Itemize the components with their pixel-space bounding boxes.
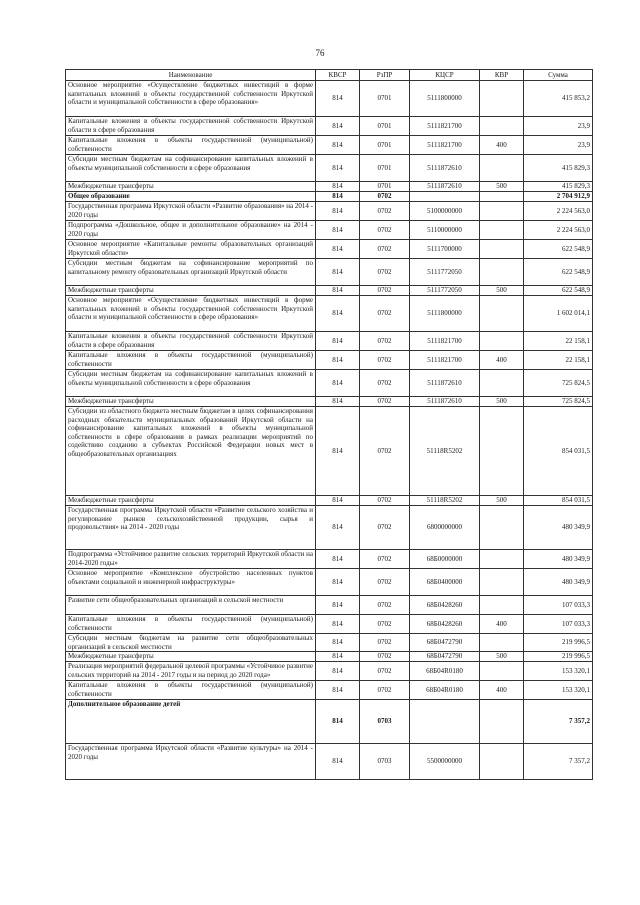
cell-name: Основное мероприятие «Капитальные ремонты образовательных организаций Иркутской области» [66,240,316,259]
cell-kvr [480,81,524,117]
cell-rzpr: 0701 [360,117,410,136]
cell-kcsr: 68Б0428260 [410,615,480,634]
cell-kvr: 500 [480,496,524,506]
cell-kcsr: 68Б0472790 [410,652,480,662]
cell-sum: 22 158,1 [524,332,593,351]
table-row [66,370,593,397]
table-row [66,615,593,634]
cell-rzpr: 0702 [360,407,410,496]
cell-kvsr: 814 [316,296,360,332]
cell-sum: 480 349,9 [524,506,593,550]
cell-kcsr [410,700,480,744]
cell-rzpr: 0703 [360,744,410,780]
cell-sum: 725 824,5 [524,370,593,397]
cell-rzpr: 0702 [360,259,410,286]
cell-kvsr: 814 [316,700,360,744]
table-row [66,202,593,221]
cell-kvr [480,202,524,221]
cell-sum: 854 031,5 [524,407,593,496]
cell-kvr: 500 [480,182,524,192]
table-row [66,744,593,780]
cell-rzpr: 0703 [360,700,410,744]
cell-kcsr: 5111800000 [410,296,480,332]
cell-sum: 2 224 563,0 [524,202,593,221]
cell-rzpr: 0701 [360,81,410,117]
cell-rzpr: 0702 [360,296,410,332]
cell-kvr [480,117,524,136]
table-row [66,136,593,155]
cell-name: Межбюджетные трансферты [66,652,316,662]
table-row [66,332,593,351]
cell-sum: 107 033,3 [524,615,593,634]
cell-name: Субсидии местным бюджетам на развитие сети общеобразовательных организаций в сельской местности [66,634,316,652]
cell-rzpr: 0702 [360,681,410,700]
cell-sum: 153 320,1 [524,662,593,681]
cell-kvr [480,155,524,182]
cell-kvr [480,550,524,569]
table-row [66,681,593,700]
header-kcsr: КЦСР [410,70,480,81]
header-kvsr: КВСР [316,70,360,81]
cell-rzpr: 0702 [360,202,410,221]
cell-kvsr: 814 [316,117,360,136]
cell-kvr: 400 [480,351,524,370]
cell-name: Общее образование [66,192,316,202]
cell-kcsr: 5111800000 [410,81,480,117]
cell-kcsr: 5110000000 [410,221,480,240]
cell-kvsr: 814 [316,652,360,662]
table-row [66,496,593,506]
cell-name: Развитие сети общеобразовательных организаций в сельской местности [66,596,316,615]
page-number: 76 [315,48,325,58]
cell-kvsr: 814 [316,259,360,286]
header-sum: Сумма [524,70,593,81]
cell-kcsr: 5111772050 [410,259,480,286]
cell-kvr [480,662,524,681]
cell-sum: 7 357,2 [524,700,593,744]
cell-rzpr: 0702 [360,286,410,296]
cell-kvsr: 814 [316,202,360,221]
cell-kvr [480,744,524,780]
table-row [66,286,593,296]
cell-kvsr: 814 [316,397,360,407]
cell-kcsr: 5111821700 [410,351,480,370]
cell-sum: 415 853,2 [524,81,593,117]
cell-name: Основное мероприятие «Осуществление бюджетных инвестиций в форме капитальных вложений в объекты государственной собственности Иркутской области и муниципальной собственности в сфере образования» [66,81,316,117]
cell-name: Дополнительное образование детей [66,700,316,744]
cell-name: Субсидии местным бюджетам на софинансирование капитальных вложений в объекты муниципальной собственности в сфере образования [66,155,316,182]
table-row [66,662,593,681]
table-row [66,259,593,286]
table-row [66,569,593,596]
cell-kvsr: 814 [316,662,360,681]
cell-name: Межбюджетные трансферты [66,182,316,192]
cell-kcsr: 68Б04R0180 [410,681,480,700]
cell-kvsr: 814 [316,681,360,700]
cell-sum: 1 602 014,1 [524,296,593,332]
cell-kvr: 400 [480,136,524,155]
cell-name: Основное мероприятие «Осуществление бюджетных инвестиций в форме капитальных вложений в объекты государственной собственности Иркутской области и муниципальной собственности в сфере образования» [66,296,316,332]
cell-kvr: 500 [480,286,524,296]
cell-rzpr: 0702 [360,351,410,370]
table-row [66,296,593,332]
table-row [66,397,593,407]
cell-sum: 2 704 912,9 [524,192,593,202]
cell-kcsr: 68Б0400000 [410,569,480,596]
cell-sum: 219 996,5 [524,634,593,652]
cell-kvr: 500 [480,652,524,662]
cell-kcsr: 5111821700 [410,136,480,155]
cell-kcsr: 5111700000 [410,240,480,259]
cell-kcsr: 68Б04R0180 [410,662,480,681]
cell-sum: 622 548,9 [524,259,593,286]
table-row [66,182,593,192]
cell-kvsr: 814 [316,596,360,615]
cell-name: Капитальные вложения в объекты государственной собственности Иркутской области в сфере образования [66,332,316,351]
table-row [66,240,593,259]
cell-kvr [480,221,524,240]
cell-sum: 854 031,5 [524,496,593,506]
cell-sum: 219 996,5 [524,652,593,662]
cell-kvsr: 814 [316,136,360,155]
cell-name: Межбюджетные трансферты [66,286,316,296]
cell-kvsr: 814 [316,155,360,182]
table-row [66,634,593,652]
table-row [66,700,593,744]
cell-rzpr: 0701 [360,136,410,155]
table-body [66,81,593,780]
cell-sum: 415 829,3 [524,182,593,192]
cell-kvsr: 814 [316,744,360,780]
cell-kcsr: 68Б0428260 [410,596,480,615]
cell-rzpr: 0702 [360,596,410,615]
cell-kvsr: 814 [316,615,360,634]
budget-table [65,69,593,780]
cell-rzpr: 0702 [360,506,410,550]
cell-rzpr: 0702 [360,615,410,634]
cell-kcsr: 5111872610 [410,397,480,407]
table-row [66,117,593,136]
cell-rzpr: 0702 [360,240,410,259]
cell-kvsr: 814 [316,370,360,397]
header-name: Наименование [66,70,316,81]
cell-kvr [480,296,524,332]
table-row [66,155,593,182]
cell-name: Реализация мероприятий федеральной целевой программы «Устойчивое развитие сельских территорий на 2014 - 2017 годы и на период до 2020 года» [66,662,316,681]
cell-name: Основное мероприятие «Комплексное обустройство населенных пунктов объектами социальной и инженерной инфраструктуры» [66,569,316,596]
cell-name: Капитальные вложения в объекты государственной собственности Иркутской области в сфере образования [66,117,316,136]
cell-kvr [480,370,524,397]
table-row [66,506,593,550]
cell-name: Государственная программа Иркутской области «Развитие сельского хозяйства и регулирование рынков сельскохозяйственной продукции, сырья и продовольствия» на 2014 - 2020 годы [66,506,316,550]
cell-kcsr: 5111821700 [410,332,480,351]
cell-rzpr: 0702 [360,221,410,240]
cell-name: Субсидии местным бюджетам на софинансирование капитальных вложений в объекты муниципальной собственности в сфере образования [66,370,316,397]
cell-sum: 480 349,9 [524,569,593,596]
cell-kvr [480,569,524,596]
cell-kvsr: 814 [316,332,360,351]
cell-kvr [480,407,524,496]
table-row [66,652,593,662]
cell-name: Государственная программа Иркутской области «Развитие культуры» на 2014 - 2020 годы [66,744,316,780]
cell-name: Межбюджетные трансферты [66,496,316,506]
cell-kvr [480,259,524,286]
cell-rzpr: 0702 [360,496,410,506]
cell-kcsr: 6800000000 [410,506,480,550]
cell-kvr [480,700,524,744]
cell-kcsr: 68Б0000000 [410,550,480,569]
table-row [66,596,593,615]
cell-sum: 7 357,2 [524,744,593,780]
cell-kvsr: 814 [316,506,360,550]
cell-kcsr: 5111772050 [410,286,480,296]
cell-kvsr: 814 [316,550,360,569]
cell-kvr: 400 [480,681,524,700]
cell-sum: 2 224 563,0 [524,221,593,240]
cell-kvr [480,596,524,615]
cell-rzpr: 0702 [360,397,410,407]
cell-kvsr: 814 [316,634,360,652]
cell-kcsr [410,192,480,202]
table-row [66,351,593,370]
cell-kcsr: 5111872610 [410,182,480,192]
cell-rzpr: 0701 [360,182,410,192]
table-row [66,192,593,202]
table-row [66,407,593,496]
cell-sum: 23,9 [524,117,593,136]
cell-sum: 725 824,5 [524,397,593,407]
cell-kcsr: 5111872610 [410,370,480,397]
cell-kcsr: 51118R5202 [410,407,480,496]
cell-rzpr: 0702 [360,662,410,681]
cell-name: Государственная программа Иркутской области «Развитие образования» на 2014 - 2020 годы [66,202,316,221]
cell-kcsr: 5100000000 [410,202,480,221]
cell-kvsr: 814 [316,221,360,240]
table-row [66,221,593,240]
cell-kcsr: 68Б0472790 [410,634,480,652]
cell-kvsr: 814 [316,286,360,296]
cell-sum: 415 829,3 [524,155,593,182]
cell-kcsr: 5500000000 [410,744,480,780]
cell-kvsr: 814 [316,496,360,506]
cell-name: Субсидии местным бюджетам на софинансирование мероприятий по капитальному ремонту образовательных организаций Иркутской области [66,259,316,286]
cell-kvr [480,506,524,550]
cell-name: Капитальные вложения в объекты государственной (муниципальной) собственности [66,351,316,370]
cell-name: Капитальные вложения в объекты государственной (муниципальной) собственности [66,681,316,700]
cell-rzpr: 0702 [360,550,410,569]
cell-kvsr: 814 [316,192,360,202]
cell-name: Капитальные вложения в объекты государственной (муниципальной) собственности [66,615,316,634]
cell-name: Подпрограмма «Устойчивое развитие сельских территорий Иркутской области на 2014-2020 годы» [66,550,316,569]
cell-rzpr: 0702 [360,370,410,397]
cell-kvr [480,240,524,259]
table-row [66,81,593,117]
cell-kvsr: 814 [316,240,360,259]
cell-sum: 107 033,3 [524,596,593,615]
cell-sum: 22 158,1 [524,351,593,370]
cell-kvsr: 814 [316,407,360,496]
cell-sum: 622 548,9 [524,286,593,296]
cell-kvr: 400 [480,615,524,634]
cell-kcsr: 5111821700 [410,117,480,136]
header-kvr: КВР [480,70,524,81]
cell-kcsr: 51118R5202 [410,496,480,506]
cell-kvr [480,332,524,351]
cell-kvsr: 814 [316,351,360,370]
table-row [66,550,593,569]
cell-kvsr: 814 [316,569,360,596]
cell-name: Субсидии из областного бюджета местным бюджетам в целях софинансирования расходных обязательств муниципальных образований Иркутской области на софинансирование капитальных вложений в объекты муниципальной собственности в сфере образования в рамках реализации мероприятий по содействию созданию в субъектах Российской Федерации новых мест в общеобразовательных организациях [66,407,316,496]
cell-name: Подпрограмма «Дошкольное, общее и дополнительное образование» на 2014 - 2020 годы [66,221,316,240]
cell-sum: 480 349,9 [524,550,593,569]
cell-kvsr: 814 [316,182,360,192]
cell-kvr [480,634,524,652]
header-rzpr: РзПР [360,70,410,81]
cell-name: Межбюджетные трансферты [66,397,316,407]
cell-kcsr: 5111872610 [410,155,480,182]
cell-kvr [480,192,524,202]
cell-sum: 622 548,9 [524,240,593,259]
cell-rzpr: 0702 [360,634,410,652]
cell-kvsr: 814 [316,81,360,117]
cell-rzpr: 0701 [360,155,410,182]
cell-name: Капитальные вложения в объекты государственной (муниципальной) собственности [66,136,316,155]
cell-sum: 23,9 [524,136,593,155]
cell-rzpr: 0702 [360,332,410,351]
cell-sum: 153 320,1 [524,681,593,700]
cell-kvr: 500 [480,397,524,407]
cell-rzpr: 0702 [360,192,410,202]
cell-rzpr: 0702 [360,569,410,596]
table-header-row [66,70,593,81]
cell-rzpr: 0702 [360,652,410,662]
